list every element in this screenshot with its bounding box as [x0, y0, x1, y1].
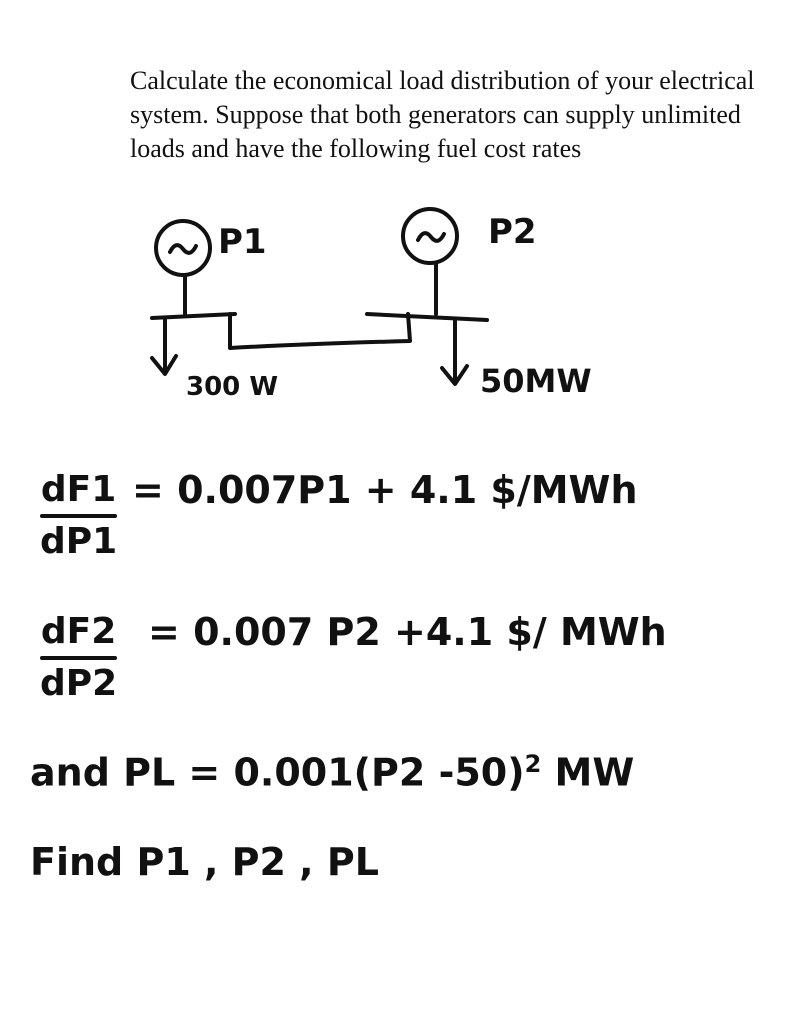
- find-line: Find P1 , P2 , PL: [30, 840, 379, 884]
- generator-2-label: P2: [488, 212, 537, 252]
- problem-statement: Calculate the economical load distribution of your electrical system. Suppose that both generators can supply unlimited loads and have the following fuel cost rates: [130, 66, 755, 163]
- load-2-label: 50MW: [480, 362, 592, 400]
- equation-3-exponent: 2: [524, 750, 542, 778]
- equation-3: [30, 750, 634, 795]
- equation-2-rhs: = 0.007 P2 +4.1 $/ MWh: [148, 610, 667, 654]
- equation-2-numerator: dF2: [40, 611, 117, 652]
- equation-1-rhs: = 0.007P1 + 4.1 $/MWh: [132, 468, 638, 512]
- equation-2-denominator: dP2: [40, 663, 118, 704]
- equation-3-unit: MW: [541, 750, 635, 795]
- load-1-label: 300 W: [186, 372, 279, 402]
- equation-2-fraction: [40, 612, 117, 704]
- generator-1-label: P1: [218, 222, 267, 262]
- equation-1-numerator: dF1: [40, 469, 117, 510]
- equation-3-lhs: and PL = 0.001(P2 -50): [30, 750, 525, 795]
- equation-1-fraction: [40, 470, 117, 562]
- equation-1-denominator: dP1: [40, 521, 118, 562]
